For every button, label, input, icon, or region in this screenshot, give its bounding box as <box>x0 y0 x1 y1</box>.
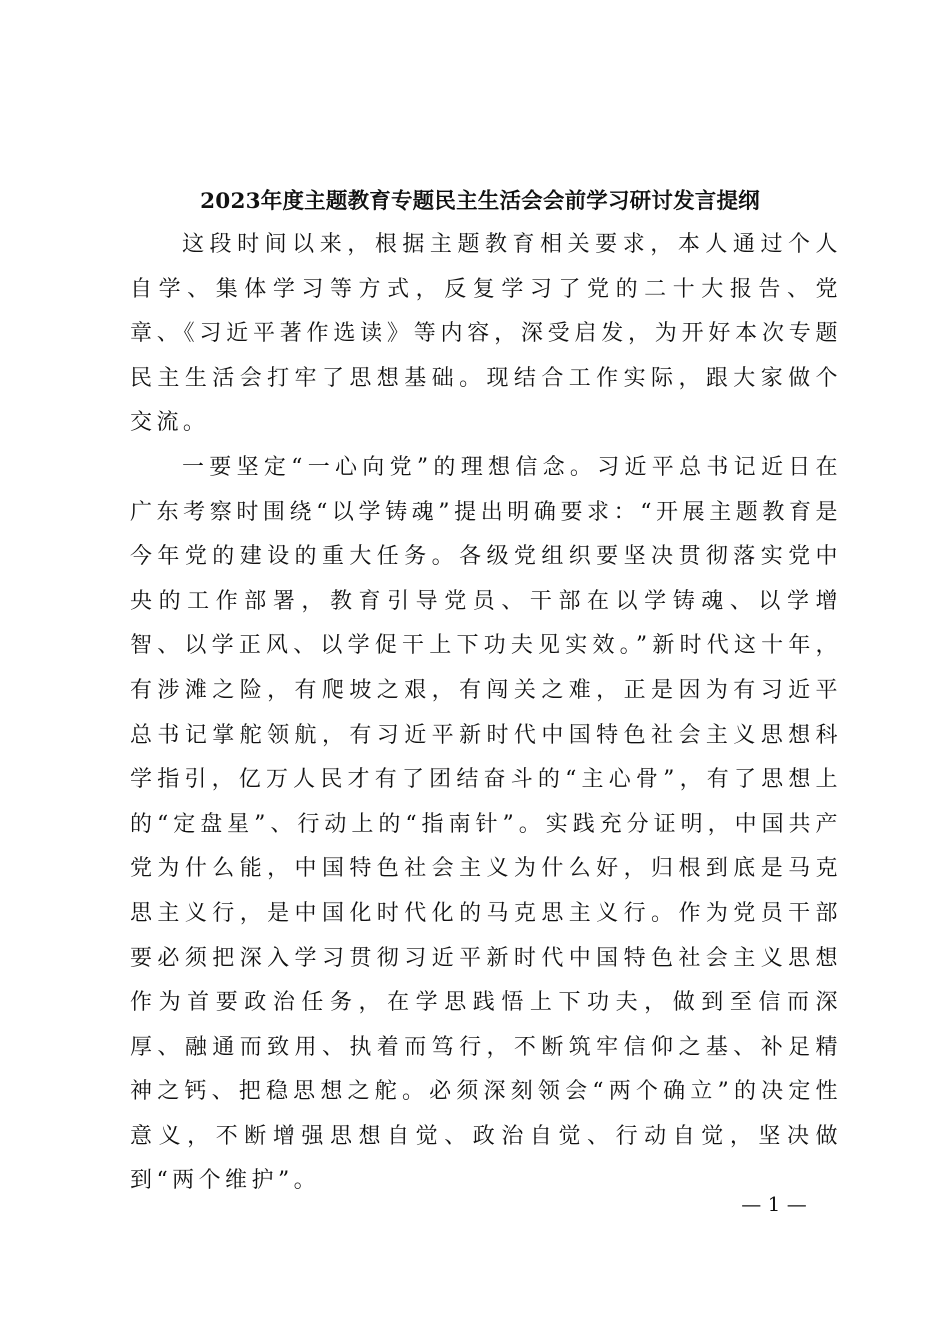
paragraph-intro: 这段时间以来，根据主题教育相关要求，本人通过个人自学、集体学习等方式，反复学习了党的二十大报告、党章、《习近平著作选读》等内容，深受启发，为开好本次专题民主生活会打牢了思想基础。现结合工作实际，跟大家做个交流。 <box>130 232 842 436</box>
document-title: 2023年度主题教育专题民主生活会会前学习研讨发言提纲 <box>200 189 760 214</box>
paragraph-point-one: 一要坚定“一心向党”的理想信念。习近平总书记近日在广东考察时围绕“以学铸魂”提出明确要求：“开展主题教育是今年党的建设的重大任务。各级党组织要坚决贯彻落实党中央的工作部署，教育引导党员、干部在以学铸魂、以学增智、以学正风、以学促干上下功夫见实效。”新时代这十年，有涉滩之险，有爬坡之艰，有闯关之难，正是因为有习近平总书记掌舵领航，有习近平新时代中国特色社会主义思想科学指引，亿万人民才有了团结奋斗的“主心骨”，有了思想上的“定盘星”、行动上的“指南针”。实践充分证明，中国共产党为什么能，中国特色社会主义为什么好，归根到底是马克思主义行，是中国化时代化的马克思主义行。作为党员干部要必须把深入学习贯彻习近平新时代中国特色社会主义思想作为首要政治任务，在学思践悟上下功夫，做到至信而深厚、融通而致用、执着而笃行，不断筑牢信仰之基、补足精神之钙、把稳思想之舵。必须深刻领会“两个确立”的决定性意义，不断增强思想自觉、政治自觉、行动自觉，坚决做到“两个维护”。 <box>130 454 842 1194</box>
page-number: — 1 — <box>741 1192 807 1216</box>
document-body <box>130 223 842 1204</box>
